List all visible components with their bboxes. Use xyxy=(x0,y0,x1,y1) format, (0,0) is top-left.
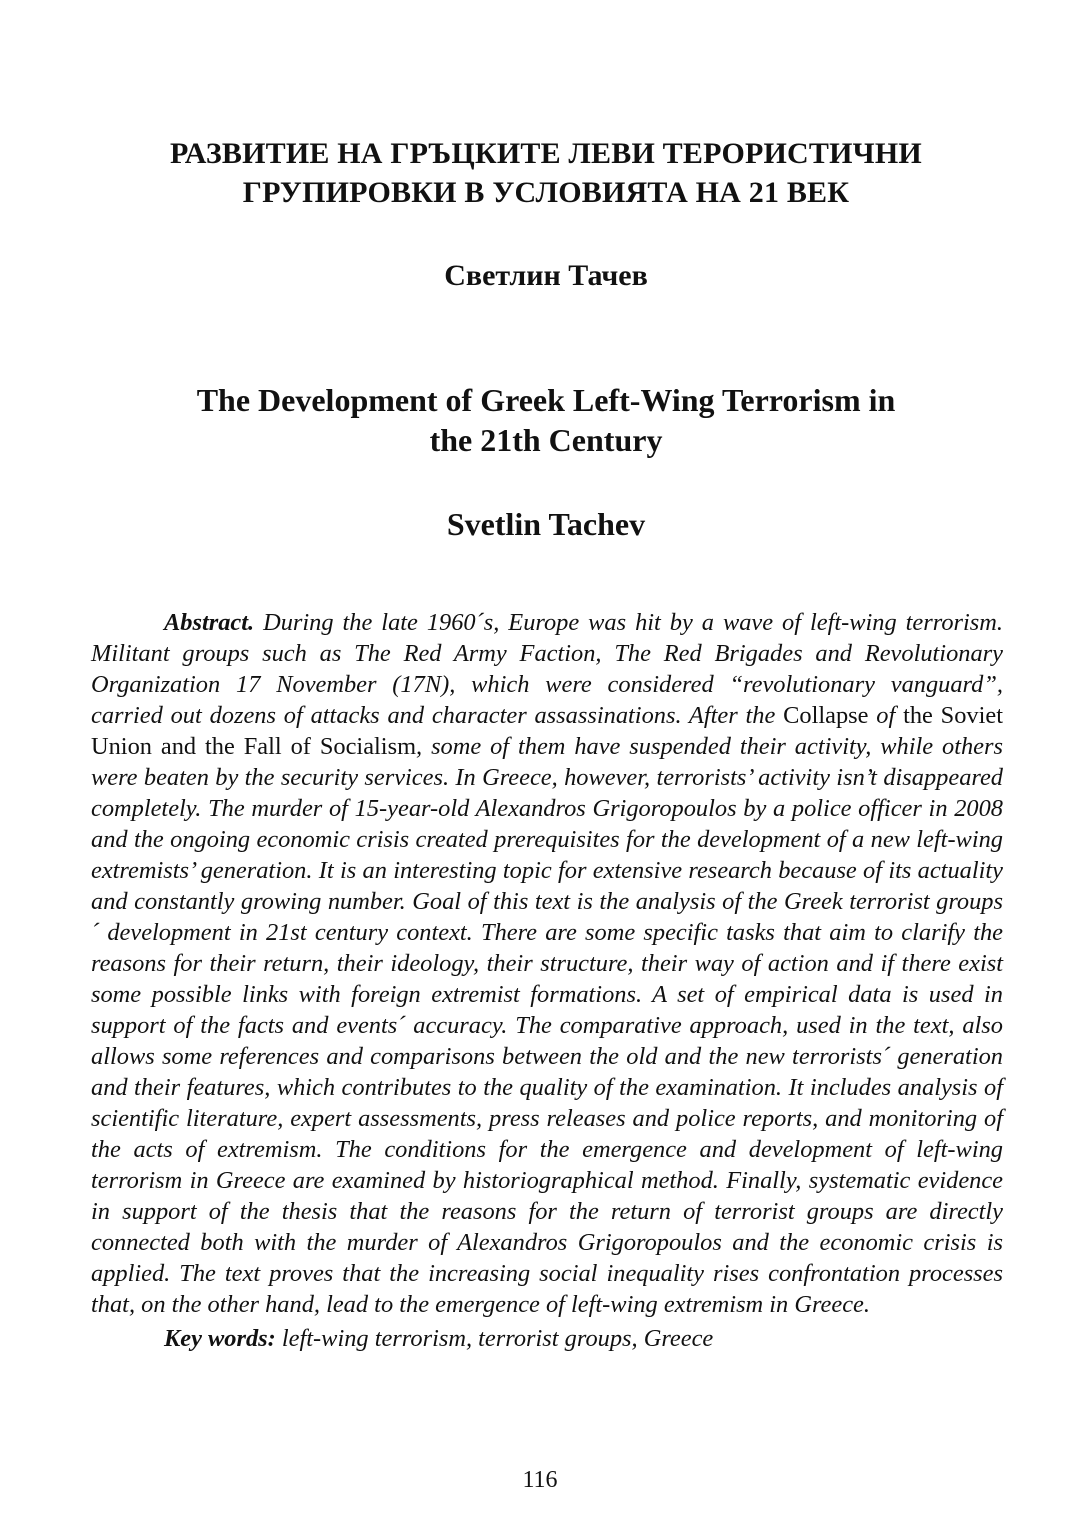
title-bulgarian-line-1: РАЗВИТИЕ НА ГРЪЦКИТЕ ЛЕВИ ТЕРОРИСТИЧНИ xyxy=(170,137,922,170)
author-bulgarian: Светлин Тачев xyxy=(444,259,648,292)
abstract-text-part-1: During the late 1960´s, Europe was hit by a wave of left-wing terrorism. Militant groups such as The Red Army Faction, The Red Brigades and Revolutionary Organization 17 November (17N), which were considered “revolutionary vanguard”, carried out dozens of attacks and character assassinations. After the xyxy=(91,609,1003,729)
abstract-label: Abstract. xyxy=(164,609,255,636)
keywords-text: left-wing terrorism, terrorist groups, Greece xyxy=(275,1325,714,1352)
page-number: 116 xyxy=(522,1467,558,1493)
abstract-text-part-3: , some of them have suspended their activity, while others were beaten by the security services. In Greece, however, terrorists’ activity isn’t disappeared completely. The murder of 15-year-old Alexandros Grigoropoulos by a police officer in 2008 and the ongoing economic crisis created prerequisites for the development of a new left-wing extremists’ generation. It is an interesting topic for extensive research because of its actuality and constantly growing number. Goal of this text is the analysis of the Greek terrorist groups´ development in 21st century context. There are some specific tasks that aim to clarify the reasons for their return, their ideology, their structure, their way of action and if there exist some possible links with foreign extremist formations. A set of empirical data is used in support of the facts and events´ accuracy. The comparative approach, used in the text, also allows some references and comparisons between the old and the new terrorists´ generation and their features, which contributes to the quality of the examination. It includes analysis of scientific literature, expert assessments, press releases and police reports, and monitoring of the acts of extremism. The conditions for the emergence and development of left-wing terrorism in Greece are examined by historiographical method. Finally, systematic evidence in support of the thesis that the reasons for the return of terrorist groups are directly connected both with the murder of Alexandros Grigoropoulos and the economic crisis is applied. The text proves that the increasing social inequality rises confrontation processes that, on the other hand, lead to the emergence of left-wing extremism in Greece. xyxy=(91,733,1003,1318)
abstract-text-part-2: the Soviet Union and the Fall of Socialism xyxy=(91,702,1004,760)
keywords-label: Key words: xyxy=(164,1325,276,1352)
title-english-line-2: the 21th Century xyxy=(429,422,663,458)
title-english xyxy=(90,380,1002,460)
title-english-line-1: The Development of Greek Left-Wing Terrorism in xyxy=(196,382,896,418)
title-bulgarian-line-2: ГРУПИРОВКИ В УСЛОВИЯТА НА 21 ВЕК xyxy=(242,176,850,209)
title-bulgarian xyxy=(90,134,1002,212)
abstract-paragraph xyxy=(91,607,1003,1320)
abstract-text-of: of xyxy=(868,702,904,729)
abstract-text-collapse: Collapse xyxy=(783,702,869,729)
keywords-paragraph xyxy=(91,1323,1003,1354)
author-english: Svetlin Tachev xyxy=(446,506,646,542)
